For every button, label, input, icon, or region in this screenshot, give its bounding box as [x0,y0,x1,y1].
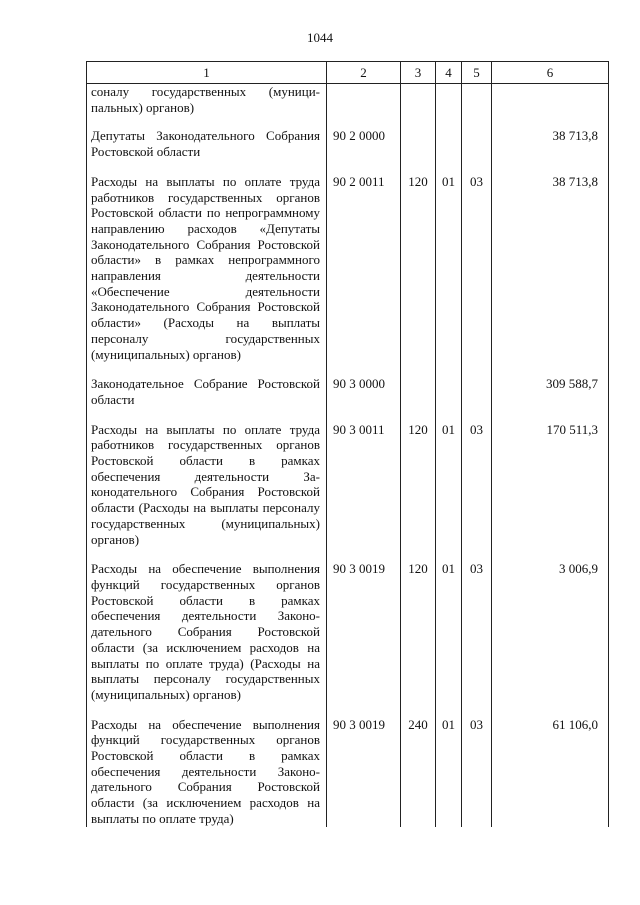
row-rz: 01 [436,717,462,827]
row-rz: 01 [436,422,462,562]
row-rz: 01 [436,561,462,716]
table-row [87,717,609,827]
row-description: Расходы на выплаты по оплате труда работников государственных органов Ростовской области по непрограммному направлению расходов «Депутаты Законодательного Собрания Ростовской области» в рамках непрограммного направления деятельности «Обеспечение деятельности Законодательного Собрания Ростовской области» (Расходы на выплаты персоналу государственных (муниципальных) органов) [87,174,327,376]
row-amount: 61 106,0 [492,717,609,827]
row-pr [462,128,492,173]
row-code: 90 3 0000 [327,376,401,421]
row-vr [401,128,436,173]
row-code: 90 2 0011 [327,174,401,376]
table-row [87,376,609,421]
table-row [87,561,609,716]
row-vr: 120 [401,561,436,716]
row-vr [401,376,436,421]
row-vr: 120 [401,422,436,562]
row-pr: 03 [462,717,492,827]
row-rz [436,376,462,421]
row-description: Расходы на обеспечение выполнения функций государственных органов Ростовской области в рамках обеспечения деятельности Законодательного Собрания Ростовской области (за исключением расходов на выплаты по оплате труда) (Расходы на выплаты персоналу государственных (муниципальных) органов) [87,561,327,716]
row-amount: 309 588,7 [492,376,609,421]
row-amount: 38 713,8 [492,128,609,173]
row-code: 90 2 0000 [327,128,401,173]
row-description: Законодательное Собрание Ростовской области [87,376,327,421]
row-code: 90 3 0011 [327,422,401,562]
row-description: соналу государственных (муниципальных) органов) [87,84,327,129]
row-rz [436,128,462,173]
column-header-6: 6 [492,62,609,84]
row-rz [436,84,462,129]
column-header-5: 5 [462,62,492,84]
page-number: 1044 [307,30,333,45]
table-row [87,84,609,129]
row-vr [401,84,436,129]
row-description: Расходы на выплаты по оплате труда работников государственных органов Ростовской области в рамках обеспечения деятельности Законодательного Собрания Ростовской области (Расходы на выплаты персоналу государственных (муниципальных) органов) [87,422,327,562]
table-row [87,128,609,173]
budget-table [86,61,609,827]
column-header-2: 2 [327,62,401,84]
row-amount: 170 511,3 [492,422,609,562]
row-code: 90 3 0019 [327,717,401,827]
row-rz: 01 [436,174,462,376]
column-header-4: 4 [436,62,462,84]
row-pr: 03 [462,422,492,562]
row-pr [462,376,492,421]
row-code: 90 3 0019 [327,561,401,716]
row-description: Расходы на обеспечение выполнения функций государственных органов Ростовской области в рамках обеспечения деятельности Законодательного Собрания Ростовской области (за исключением расходов на выплаты по оплате труда) [87,717,327,827]
row-description: Депутаты Законодательного Собрания Ростовской области [87,128,327,173]
row-code [327,84,401,129]
table-row [87,174,609,376]
column-header-1: 1 [87,62,327,84]
row-vr: 240 [401,717,436,827]
table-row [87,422,609,562]
row-pr [462,84,492,129]
column-header-3: 3 [401,62,436,84]
row-pr: 03 [462,561,492,716]
row-pr: 03 [462,174,492,376]
row-amount: 38 713,8 [492,174,609,376]
row-vr: 120 [401,174,436,376]
header-row [87,62,609,84]
row-amount [492,84,609,129]
row-amount: 3 006,9 [492,561,609,716]
